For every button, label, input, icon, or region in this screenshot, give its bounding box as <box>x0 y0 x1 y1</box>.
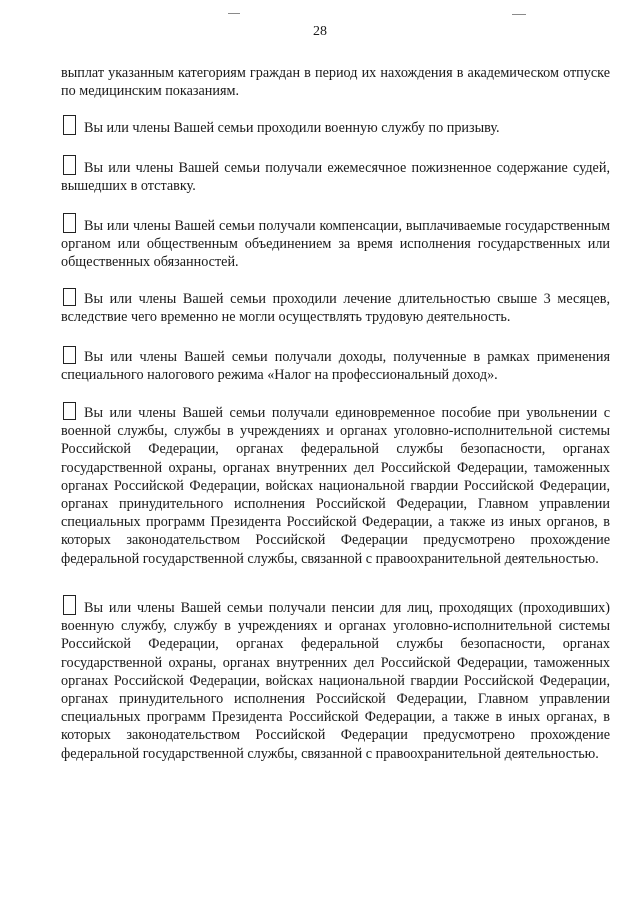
checkbox[interactable] <box>63 288 76 306</box>
checkbox[interactable] <box>63 346 76 364</box>
checkbox-item <box>61 404 610 568</box>
scan-mark <box>512 14 526 15</box>
checkbox-item <box>61 599 610 763</box>
checkbox[interactable] <box>63 115 76 135</box>
continuation-paragraph: выплат указанным категориям граждан в период их нахождения в академическом отпуске по медицинским показаниям. <box>61 65 610 100</box>
checkbox-item-text: Вы или члены Вашей семьи получали компенсации, выплачиваемые государственным органом или общественным объединением за время исполнения государственных или общественных обязанностей. <box>61 218 610 271</box>
checkbox[interactable] <box>63 213 76 233</box>
checkbox-item <box>61 159 610 195</box>
checkbox-item-text: Вы или члены Вашей семьи получали пенсии для лиц, проходящих (проходивших) военную службу, службу в учреждениях и органах уголовно-исполнительной системы Российской Федерации, органах федеральной службы безопасности, органах государственной охраны, органах внутренних дел Российской Федерации, таможенных органах Российской Федерации, войсках национальной гвардии Российской Федерации, органах принудительного исполнения Российской Федерации, Главном управлении специальных программ Президента Российской Федерации, а также в иных органах, в которых законодательством Российской Федерации предусмотрено прохождение федеральной государственной службы, связанной с правоохранительной деятельностью. <box>61 600 610 762</box>
page-number: 28 <box>313 24 327 39</box>
checkbox[interactable] <box>63 402 76 420</box>
checkbox[interactable] <box>63 595 76 615</box>
checkbox[interactable] <box>63 155 76 175</box>
checkbox-item-text: Вы или члены Вашей семьи проходили лечение длительностью свыше 3 месяцев, вследствие чего временно не могли осуществлять трудовую деятельность. <box>61 291 610 326</box>
checkbox-item-text: Вы или члены Вашей семьи получали единовременное пособие при увольнении с военной службы, службы в учреждениях и органах уголовно-исполнительной системы Российской Федерации, органах федеральной службы безопасности, органах государственной охраны, органах внутренних дел Российской Федерации, таможенных органах Российской Федерации, войсках национальной гвардии Российской Федерации, органах принудительного исполнения Российской Федерации, Главном управлении специальных программ Президента Российской Федерации, а также из иных органов, в которых законодательством Российской Федерации предусмотрено прохождение федеральной государственной службы, связанной с правоохранительной деятельностью. <box>61 405 610 567</box>
scan-mark <box>228 13 240 14</box>
checkbox-item <box>61 348 610 384</box>
checkbox-item <box>61 119 610 137</box>
checkbox-item <box>61 217 610 272</box>
checkbox-item <box>61 290 610 326</box>
checkbox-item-text: Вы или члены Вашей семьи получали доходы, полученные в рамках применения специального налогового режима «Налог на профессиональный доход». <box>61 349 610 384</box>
checkbox-item-text: Вы или члены Вашей семьи получали ежемесячное пожизненное содержание судей, вышедших в отставку. <box>61 160 610 195</box>
checkbox-item-text: Вы или члены Вашей семьи проходили военную службу по призыву. <box>84 120 500 136</box>
